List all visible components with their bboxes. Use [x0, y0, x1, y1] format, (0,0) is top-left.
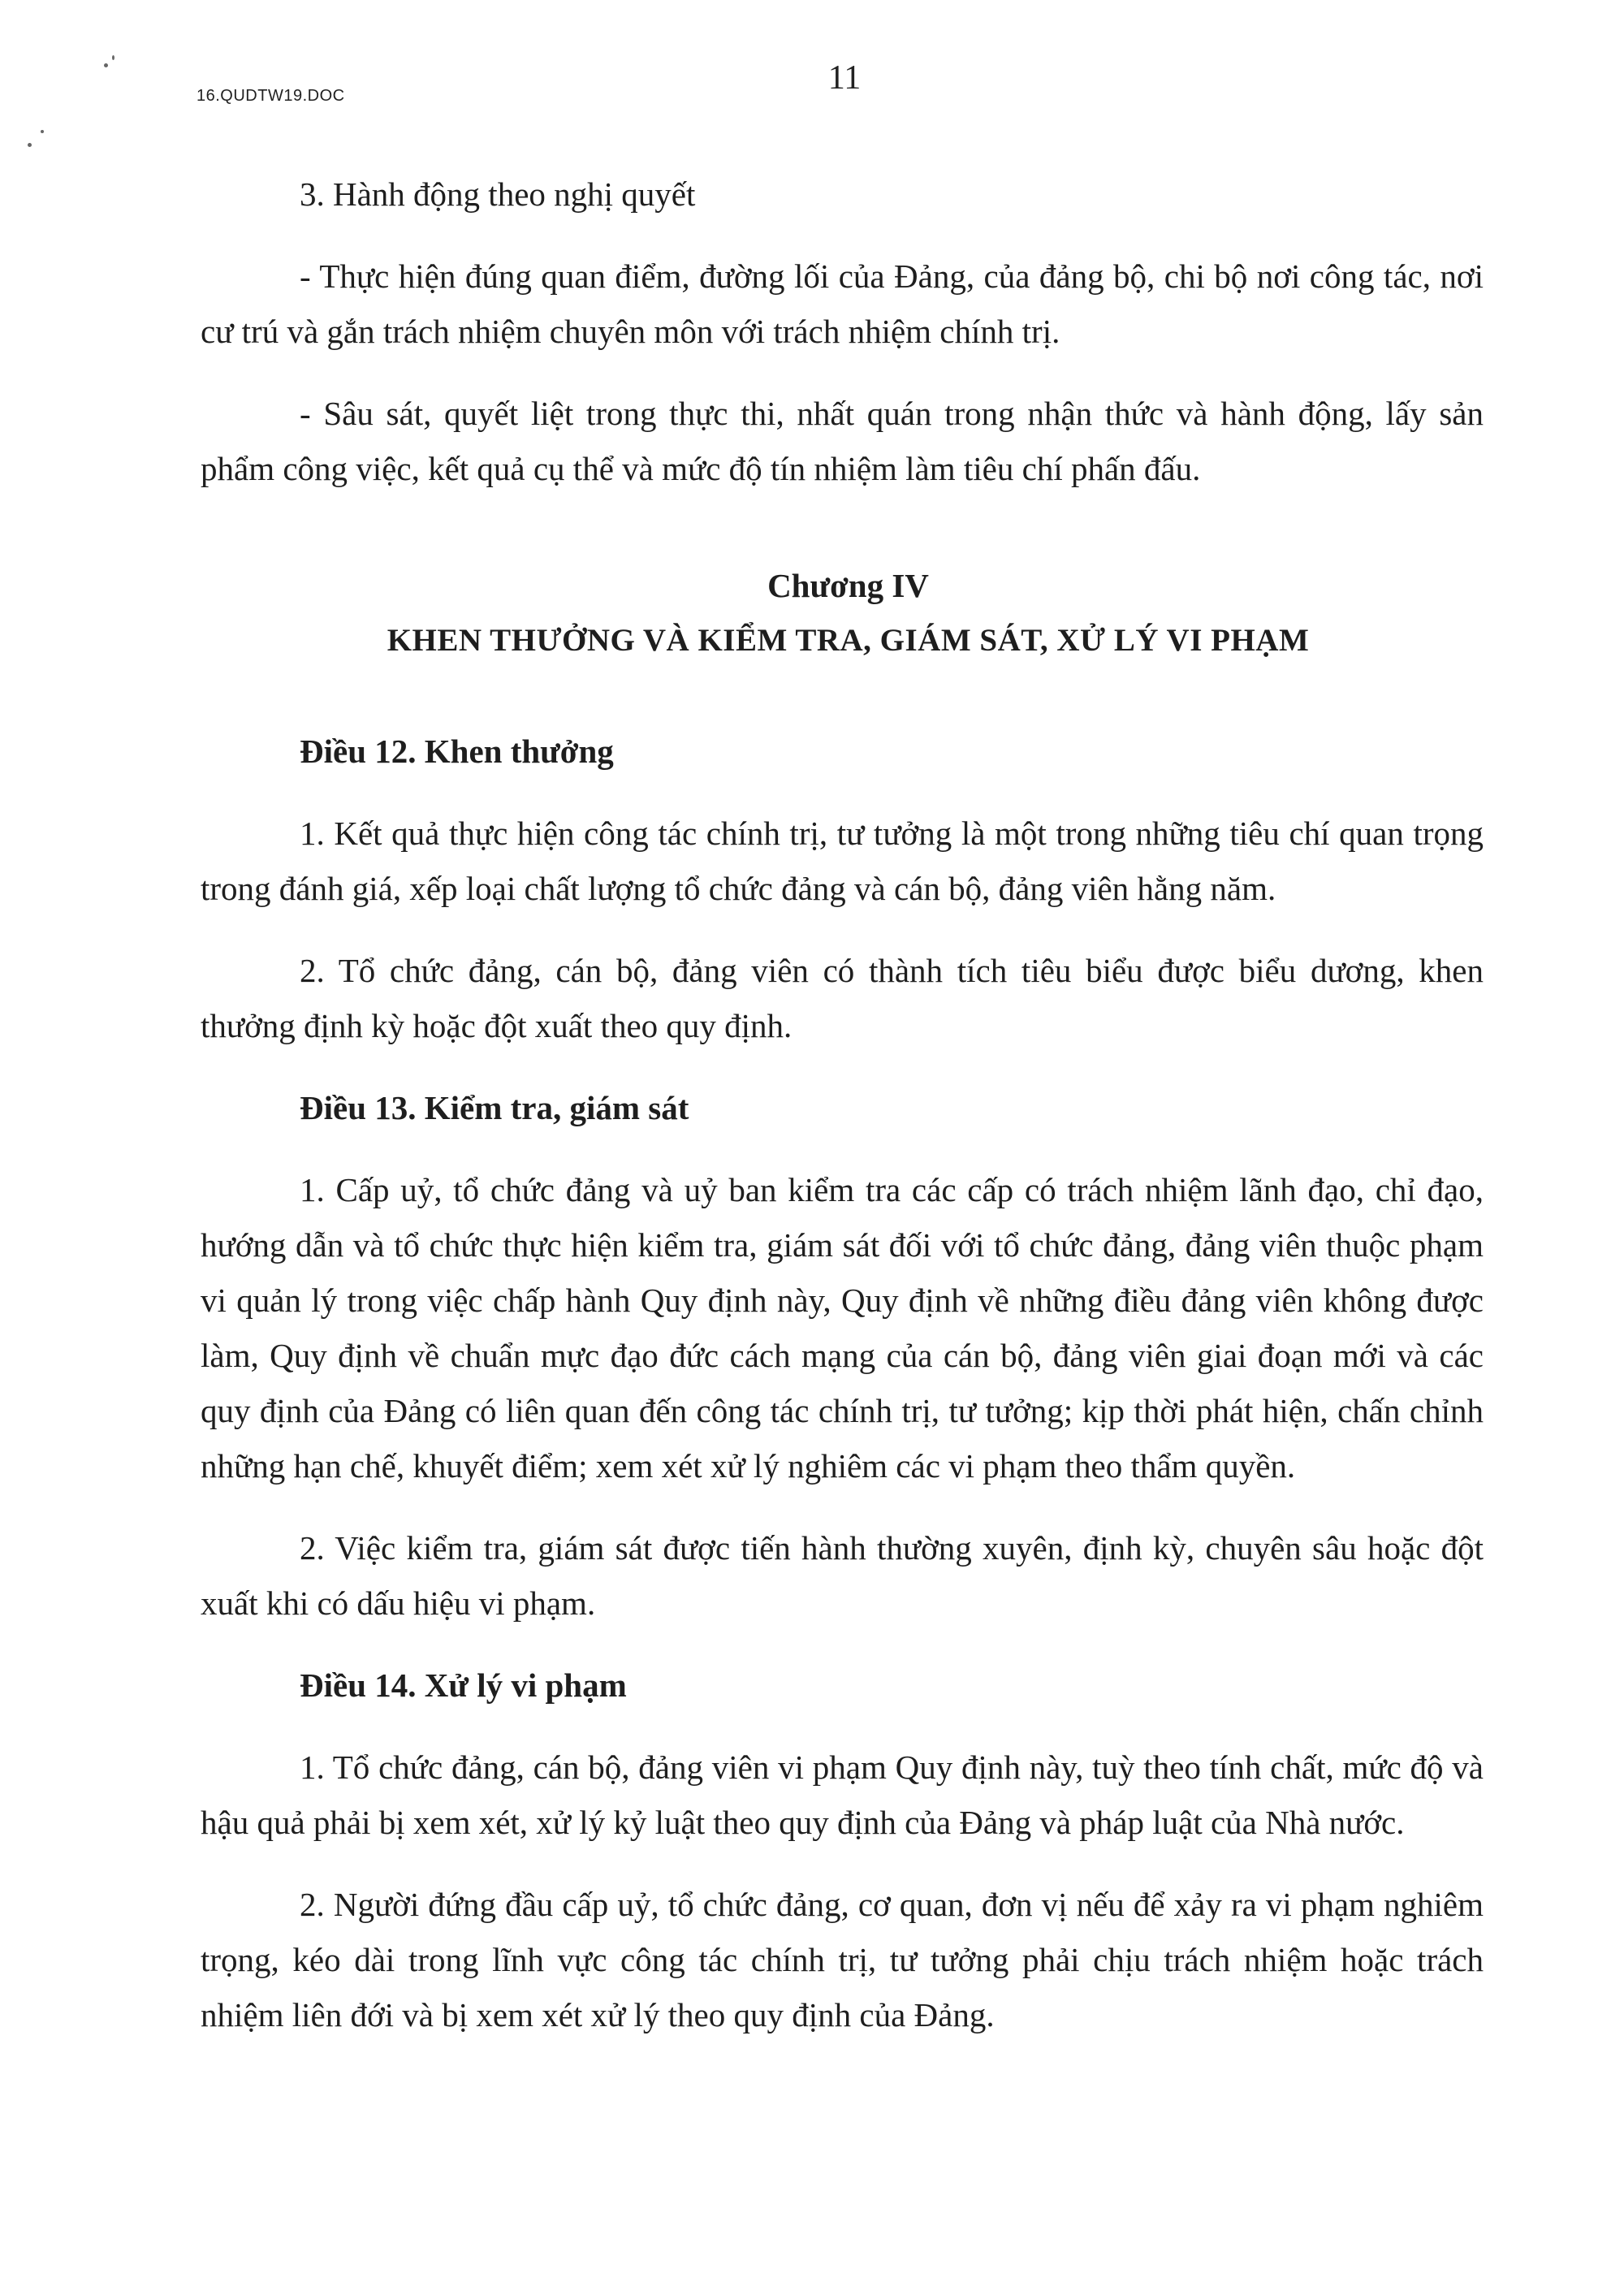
paragraph: 1. Kết quả thực hiện công tác chính trị, tư tưởng là một trong những tiêu chí quan trọng trong đánh giá, xếp loại chất lượng tổ chức đảng và cán bộ, đảng viên hằng năm. [201, 815, 1484, 907]
scan-speck [41, 130, 44, 133]
paragraph: 2. Việc kiểm tra, giám sát được tiến hành thường xuyên, định kỳ, chuyên sâu hoặc đột xuất khi có dấu hiệu vi phạm. [201, 1529, 1484, 1622]
chapter-label: Chương IV [767, 567, 929, 604]
page-number: 11 [827, 59, 862, 97]
paragraph: 2. Tổ chức đảng, cán bộ, đảng viên có thành tích tiêu biểu được biểu dương, khen thưởng định kỳ hoặc đột xuất theo quy định. [201, 952, 1484, 1044]
file-code: 16.QUDTW19.DOC [197, 87, 345, 105]
article-heading: Điều 12. Khen thưởng [300, 733, 614, 770]
chapter-title: KHEN THƯỞNG VÀ KIỂM TRA, GIÁM SÁT, XỬ LÝ VI PHẠM [387, 623, 1310, 658]
paragraph: - Thực hiện đúng quan điểm, đường lối của Đảng, của đảng bộ, chi bộ nơi công tác, nơi cư trú và gắn trách nhiệm chuyên môn với trách nhiệm chính trị. [201, 257, 1484, 350]
scan-speck [28, 143, 32, 147]
document-body [201, 166, 1484, 2042]
paragraph: 1. Cấp uỷ, tổ chức đảng và uỷ ban kiểm tra các cấp có trách nhiệm lãnh đạo, chỉ đạo, hướng dẫn và tổ chức thực hiện kiểm tra, giám sát đối với tổ chức đảng, đảng viên thuộc phạm vi quản lý trong việc chấp hành Quy định này, Quy định về những điều đảng viên không được làm, Quy định về chuẩn mực đạo đức cách mạng của cán bộ, đảng viên giai đoạn mới và các quy định của Đảng có liên quan đến công tác chính trị, tư tưởng; kịp thời phát hiện, chấn chỉnh những hạn chế, khuyết điểm; xem xét xử lý nghiêm các vi phạm theo thẩm quyền. [201, 1171, 1484, 1485]
scan-speck [112, 55, 114, 60]
scan-speck [104, 63, 108, 67]
paragraph: 2. Người đứng đầu cấp uỷ, tổ chức đảng, cơ quan, đơn vị nếu để xảy ra vi phạm nghiêm trọng, kéo dài trong lĩnh vực công tác chính trị, tư tưởng phải chịu trách nhiệm hoặc trách nhiệm liên đới và bị xem xét xử lý theo quy định của Đảng. [201, 1886, 1484, 2034]
article-heading: Điều 13. Kiểm tra, giám sát [300, 1089, 689, 1126]
article-heading: Điều 14. Xử lý vi phạm [300, 1666, 627, 1704]
paragraph: 1. Tổ chức đảng, cán bộ, đảng viên vi phạm Quy định này, tuỳ theo tính chất, mức độ và hậu quả phải bị xem xét, xử lý kỷ luật theo quy định của Đảng và pháp luật của Nhà nước. [201, 1748, 1484, 1841]
paragraph: - Sâu sát, quyết liệt trong thực thi, nhất quán trong nhận thức và hành động, lấy sản phẩm công việc, kết quả cụ thể và mức độ tín nhiệm làm tiêu chí phấn đấu. [201, 395, 1484, 487]
section-heading: 3. Hành động theo nghị quyết [300, 175, 696, 213]
